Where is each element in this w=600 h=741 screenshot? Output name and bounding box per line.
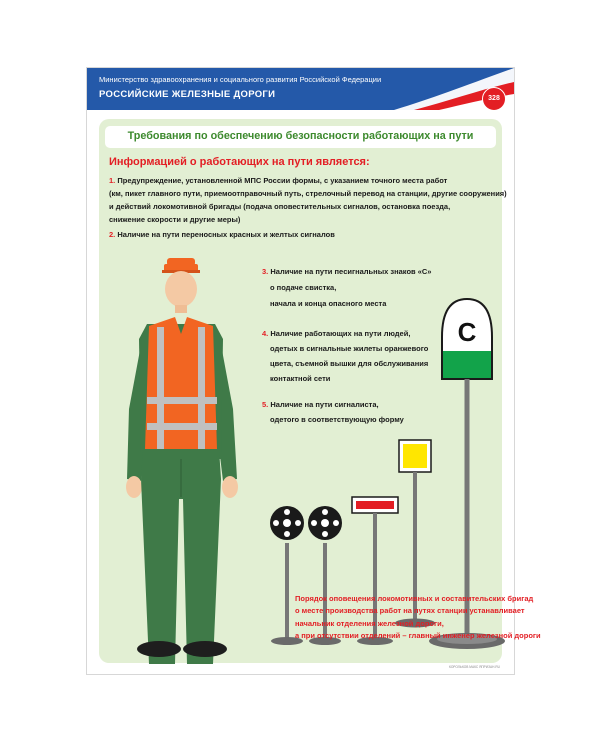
header-bar — [87, 68, 514, 110]
item-1: 1. Предупреждение, установленной МПС России формы, с указанием точного места работ — [109, 176, 448, 185]
footer-note-line: Порядок оповещения локомотивных и составительских бригад — [295, 594, 534, 603]
ministry-label: Министерство здравоохранения и социального развития Российской Федерации — [99, 75, 382, 84]
item-4: 4. Наличие работающих на пути людей, — [262, 329, 411, 338]
item-4-line-4: контактной сети — [270, 374, 331, 383]
item-1-line-3: и действий локомотивной бригады (подача оповестительных сигналов, остановка поезда, — [109, 202, 451, 211]
poster — [86, 67, 541, 675]
footer-note-line: о месте производства работ на путях станции устанавливает — [295, 606, 525, 616]
page-number-badge: 328 — [482, 87, 506, 111]
item-5-line-2: одетого в соответствующую форму — [270, 415, 404, 424]
footer-note — [295, 593, 541, 642]
item-3: 3. Наличие на пути пеcигнальных знаков «С» — [262, 267, 432, 276]
signalman-figure — [126, 258, 238, 664]
info-heading: Информацией о работающих на пути является: — [109, 156, 370, 168]
item-2: 2. Наличие на пути переносных красных и желтых сигналов — [109, 230, 335, 239]
page-title: Требования по обеспечению безопасности работающих на пути — [127, 130, 474, 142]
illustration-canvas — [99, 119, 502, 663]
organization-name: РОССИЙСКИЕ ЖЕЛЕЗНЫЕ ДОРОГИ — [99, 89, 276, 100]
item-4-line-3: цвета, съемной вышки для обслуживания — [270, 359, 429, 368]
footer-note-line: а при отсутствии отделений – главный инженер железной дороги — [295, 630, 541, 640]
item-4-line-2: одетых в сигнальные жилеты оранжевого — [270, 344, 429, 353]
imprint-label: КОРОЛЬКОВ МАКС ЯПРИЗАН.RU — [449, 665, 500, 669]
content-panel — [99, 119, 541, 663]
item-3-line-2: о подаче свистка, — [270, 283, 337, 292]
item-1-line-4: снижение скорости и другие меры) — [109, 215, 241, 224]
footer-note-line: начальник отделения железной дороги, — [295, 618, 444, 628]
item-1-line-2: (км, пикет главного пути, приемоотправочный путь, стрелочный перевод на станции, другие сооружения) — [109, 189, 507, 198]
item-5: 5. Наличие на пути сигналиста, — [262, 400, 379, 409]
sign-c-letter: С — [457, 317, 477, 347]
item-3-line-3: начала и конца опасного места — [270, 299, 387, 308]
